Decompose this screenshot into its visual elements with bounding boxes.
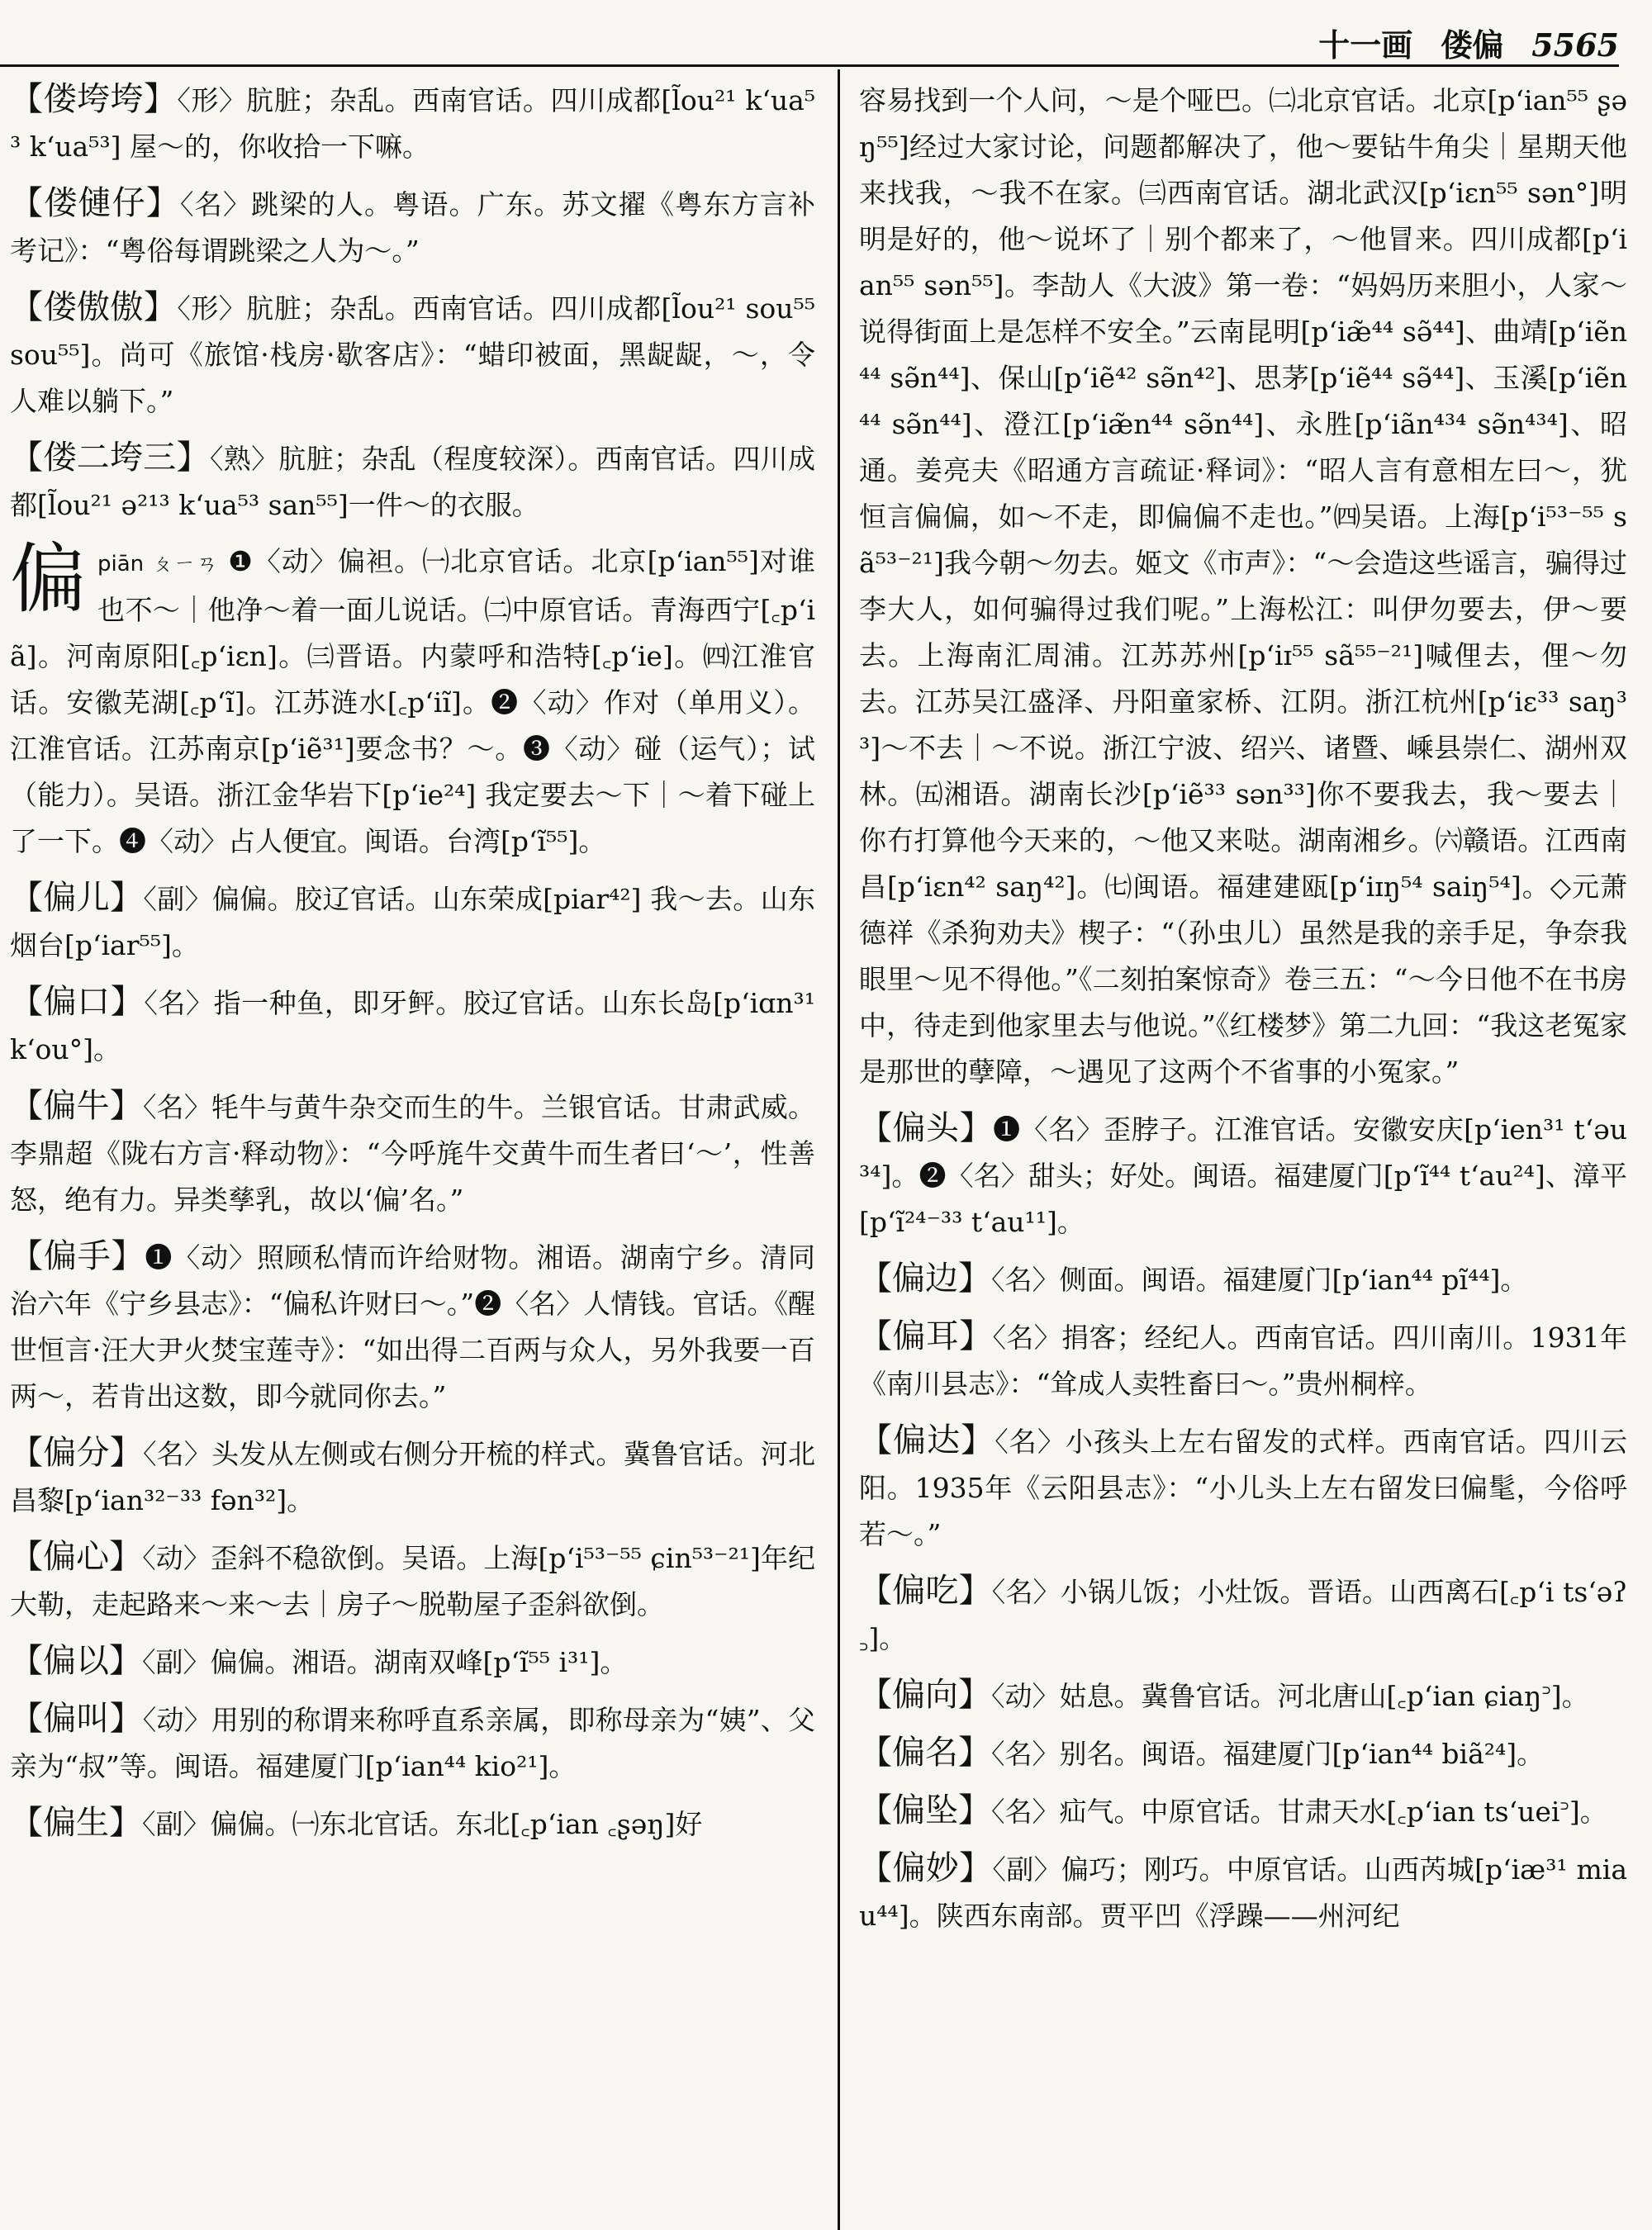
entry-head: 【偏手】: [10, 1237, 145, 1275]
entry: [859, 1105, 1627, 1245]
entry-text: 〈副〉偏偏。㈠东北官话。东北[꜀p‘ian ꜀ʂəŋ]好: [142, 1808, 703, 1840]
entry-head: 【偻僆仔】: [10, 184, 181, 222]
entry-text: 〈名〉牦牛与黄牛杂交而生的牛。兰银官话。甘肃武威。李鼎超《陇右方言·释动物》：“今呼旄牛交黄牛而生者曰‘～’，性善怒，绝有力。异类孳乳，故以‘偏’名。”: [10, 1091, 815, 1216]
entry: [859, 1313, 1627, 1407]
entry-text: 〈副〉偏偏。湘语。湖南双峰[p‘ĩ⁵⁵ i³¹]。: [142, 1646, 628, 1678]
entry-head: 【偏边】: [859, 1260, 991, 1298]
entry: [859, 1417, 1627, 1558]
entry: [10, 1696, 815, 1790]
entry-text: 〈形〉肮脏；杂乱。西南官话。四川成都[l̃ou²¹ sou⁵⁵ sou⁵⁵]。尚可《旅馆·栈房·歇客店》：“蜡印被面，黑龊龊，～，令人难以躺下。”: [10, 292, 815, 417]
entry-text: 〈副〉偏巧；刚巧。中原官话。山西芮城[p‘iæ³¹ miau⁴⁴]。陕西东南部。贾平凹《浮躁——州河纪: [859, 1853, 1627, 1932]
entry-head: 【偏耳】: [859, 1317, 993, 1355]
left-column: [10, 76, 815, 2223]
entry: [859, 1729, 1627, 1777]
entry-head: 【偏妙】: [859, 1849, 993, 1887]
entry-head: 【偏叫】: [10, 1700, 143, 1738]
entry: [10, 979, 815, 1073]
entry: [859, 1845, 1627, 1939]
entry-head: 【偏以】: [10, 1642, 142, 1680]
entry-head: 【偏头】: [859, 1109, 994, 1147]
entry-text: 〈副〉偏偏。胶辽官话。山东荣成[piar⁴²] 我～去。山东烟台[p‘iar⁵⁵]。: [10, 883, 815, 961]
entry-text: 〈动〉用别的称谓来称呼直系亲属，即称母亲为“姨”、父亲为“叔”等。闽语。福建厦门[p‘ian⁴⁴ kio²¹]。: [10, 1704, 815, 1782]
headword-pinyin: piān ㄆㄧㄢ: [97, 552, 219, 576]
section-label: 十一画: [1318, 26, 1413, 64]
page-header: [1189, 20, 1619, 65]
entry-text: 容易找到一个人问，～是个哑巴。㈡北京官话。北京[p‘ian⁵⁵ ʂəŋ⁵⁵]经过大家讨论，问题都解决了，他～要钻牛角尖｜星期天他来找我，～我不在家。㈢西南官话。湖北武汉[p‘iɛn⁵⁵ sən°]明明是好的，他～说坏了｜别个都来了，～他冒来。四川成都[p‘ian⁵⁵ sən⁵⁵]。李劼人《大波》第一卷：“妈妈历来胆小，人家～说得街面上是怎样不安全。”云南昆明[p‘iæ̃⁴⁴ sə̃⁴⁴]、曲靖[p‘iẽn⁴⁴ sə̃n⁴⁴]、保山[p‘iẽ⁴² sə̃n⁴²]、思茅[p‘iẽ⁴⁴ sə̃⁴⁴]、玉溪[p‘iẽn⁴⁴ sə̃n⁴⁴]、澄江[p‘iæ̃n⁴⁴ sə̃n⁴⁴]、永胜[p‘iãn⁴³⁴ sə̃n⁴³⁴]、昭通。姜亮夫《昭通方言疏证·释词》：“昭人言有意相左曰～，犹恒言偏偏，如～不走，即偏偏不走也。”㈣吴语。上海[p‘i⁵³⁻⁵⁵ sã⁵³⁻²¹]我今朝～勿去。姬文《市声》：“～会造这些谣言，骗得过李大人，如何骗得过我们呢。”上海松江：叫伊勿要去，伊～要去。上海南汇周浦。江苏苏州[p‘iɪ⁵⁵ sã⁵⁵⁻²¹]喊俚去，俚～勿去。江苏吴江盛泽、丹阳童家桥、江阴。浙江杭州[p‘iɛ³³ saŋ³³]～不去｜～不说。浙江宁波、绍兴、诸暨、嵊县崇仁、湖州双林。㈤湘语。湖南长沙[p‘iẽ³³ sən³³]你不要我去，我～要去｜你冇打算他今天来的，～他又来哒。湖南湘乡。㈥赣语。江西南昌[p‘iɛn⁴² saŋ⁴²]。㈦闽语。福建建瓯[p‘iɪŋ⁵⁴ saiŋ⁵⁴]。◇元萧德祥《杀狗劝夫》楔子：“（孙虫儿）虽然是我的亲手足，争奈我眼里～见不得他。”《二刻拍案惊奇》卷三五：“～今日他不在书房中，待走到他家里去与他说。”《红楼梦》第二九回：“我这老冤家是那世的孽障，～遇见了这两个不省事的小冤家。”: [859, 84, 1627, 1088]
header-chars: 偻偏: [1441, 26, 1504, 64]
entry-text: 〈名〉跳梁的人。粤语。广东。苏文擢《粤东方言补考记》：“粤俗每谓跳梁之人为～。”: [10, 188, 815, 267]
entry-text: 〈名〉捐客；经纪人。西南官话。四川南川。1931年《南川县志》：“耸成人卖牲畜曰～。”贵州桐梓。: [859, 1321, 1627, 1400]
entry-head: 【偏名】: [859, 1734, 991, 1772]
entry: [10, 1233, 815, 1420]
header-rule: [0, 64, 1619, 67]
entry-text: 〈名〉小锅儿饭；小灶饭。晋语。山西离石[꜀p‘i ts‘əʔ꜆]。: [859, 1576, 1627, 1654]
entry-head: 【偏达】: [859, 1421, 995, 1459]
entry-continued: [859, 76, 1627, 1095]
entry: [10, 1638, 815, 1686]
page-number: 5565: [1531, 26, 1619, 64]
entry-head: 【偏分】: [10, 1434, 143, 1472]
entry-head: 【偏坠】: [859, 1791, 991, 1829]
entry-head: 【偻傲傲】: [10, 288, 178, 326]
entry-head: 【偏吃】: [859, 1572, 992, 1610]
entry-text: ❶〈动〉照顾私情而许给财物。湘语。湖南宁乡。清同治六年《宁乡县志》：“偏私许财曰～。”❷〈名〉人情钱。官话。《醒世恒言·汪大尹火焚宝莲寺》：“如出得二百两与众人，另外我要一百两～，若肯出这数，即今就同你去。”: [10, 1241, 815, 1412]
right-column: [859, 76, 1627, 2223]
entry-text: 〈名〉疝气。中原官话。甘肃天水[꜀p‘ian ts‘uei꜄]。: [991, 1796, 1607, 1828]
entry-text: 〈动〉歪斜不稳欲倒。吴语。上海[p‘i⁵³⁻⁵⁵ ɕin⁵³⁻²¹]年纪大勒，走起路来～来～去｜房子～脱勒屋子歪斜欲倒。: [10, 1542, 815, 1620]
entry-head: 【偏牛】: [10, 1087, 143, 1125]
entry: [10, 1534, 815, 1628]
entry-head: 【偻垮垮】: [10, 80, 178, 118]
entry-text: 〈名〉指一种鱼，即牙鲆。胶辽官话。山东长岛[p‘iɑn³¹ k‘ou°]。: [10, 987, 815, 1065]
entry-text: 〈名〉小孩头上左右留发的式样。西南官话。四川云阳。1935年《云阳县志》：“小儿头上左右留发曰偏髦，今俗呼若～。”: [859, 1426, 1627, 1550]
entry: [859, 1568, 1627, 1662]
entry: [10, 1083, 815, 1223]
entry-text: 〈形〉肮脏；杂乱。西南官话。四川成都[l̃ou²¹ k‘ua⁵³ k‘ua⁵³] 屋～的，你收拾一下嘛。: [10, 84, 815, 163]
entry-text: ❶〈动〉偏袒。㈠北京官话。北京[p‘ian⁵⁵]对谁也不～｜他净～着一面儿说话。㈡中原官话。青海西宁[꜀p‘iã]。河南原阳[꜀p‘iɛn]。㈢晋语。内蒙呼和浩特[꜀p‘ie]。㈣江淮官话。安徽芜湖[꜀p‘ĩ]。江苏涟水[꜀p‘iĩ]。❷〈动〉作对（单用义）。江淮官话。江苏南京[p‘iẽ³¹]要念书？～。❸〈动〉碰（运气）；试（能力）。吴语。浙江金华岩下[p‘ie²⁴] 我定要去～下｜～着下碰上了一下。❹〈动〉占人便宜。闽语。台湾[p‘ĩ⁵⁵]。: [10, 545, 815, 857]
entry-head: 【偏口】: [10, 983, 145, 1021]
entry-text: 〈动〉姑息。冀鲁官话。河北唐山[꜀p‘ian ɕiaŋ꜄]。: [991, 1680, 1589, 1712]
entry: [10, 76, 815, 170]
entry: [859, 1672, 1627, 1720]
entry-text: ❶〈名〉歪脖子。江淮官话。安徽安庆[p‘ien³¹ t‘əu³⁴]。❷〈名〉甜头；好处。闽语。福建厦门[p‘ĩ⁴⁴ t‘au²⁴]、漳平[p‘ĩ²⁴⁻³³ t‘au¹¹]。: [859, 1113, 1627, 1238]
entry: [10, 180, 815, 274]
entry-text: 〈名〉头发从左侧或右侧分开梳的样式。冀鲁官话。河北昌黎[p‘ian³²⁻³³ fən³²]。: [10, 1438, 815, 1516]
entry-head: 【偏生】: [10, 1804, 142, 1842]
entry: [859, 1787, 1627, 1835]
entry-head: 【偻二垮三】: [10, 439, 210, 477]
entry-text: 〈名〉侧面。闽语。福建厦门[p‘ian⁴⁴ pĩ⁴⁴]。: [991, 1264, 1528, 1296]
headword-character: 偏: [10, 535, 87, 624]
entry-head: 【偏儿】: [10, 879, 144, 917]
entry: [10, 1800, 815, 1848]
entry: [10, 1430, 815, 1524]
column-divider: [838, 69, 840, 2230]
entry-text: 〈名〉别名。闽语。福建厦门[p‘ian⁴⁴ biã²⁴]。: [991, 1738, 1545, 1770]
entry: [10, 875, 815, 969]
entry: [10, 434, 815, 529]
main-entry: [10, 535, 815, 865]
entry-text: 〈熟〉肮脏；杂乱（程度较深）。西南官话。四川成都[l̃ou²¹ ə²¹³ k‘ua⁵³ san⁵⁵]一件～的衣服。: [10, 443, 815, 521]
entry: [10, 284, 815, 425]
entry-head: 【偏向】: [859, 1676, 991, 1714]
entry-head: 【偏心】: [10, 1538, 143, 1576]
entry: [859, 1255, 1627, 1303]
